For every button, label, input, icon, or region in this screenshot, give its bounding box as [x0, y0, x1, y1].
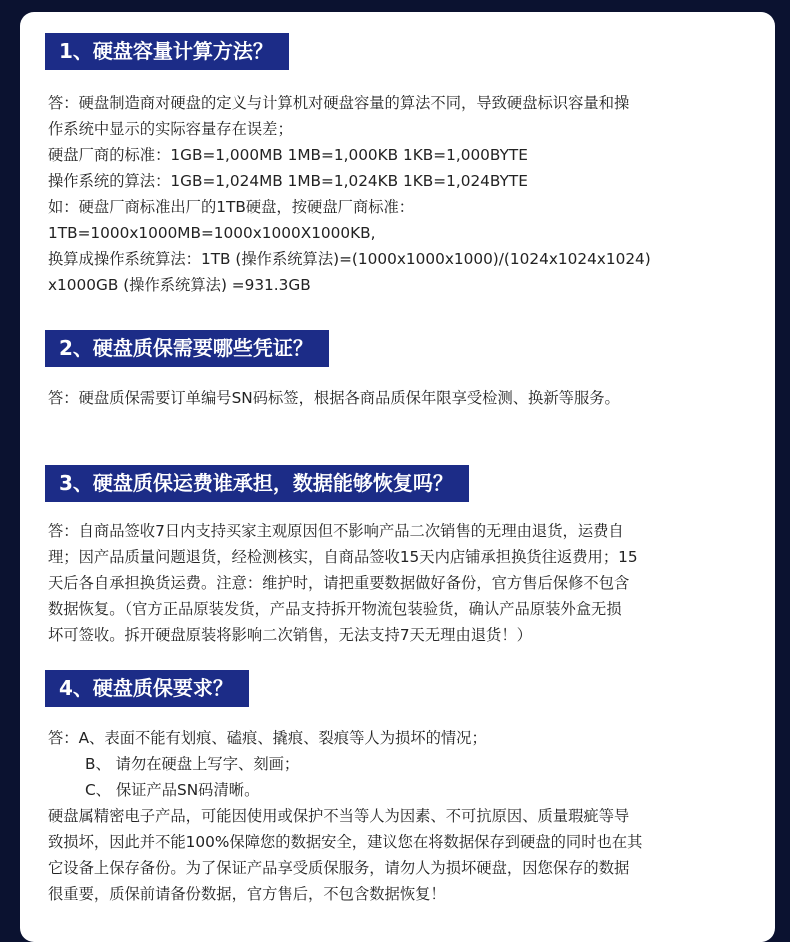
answer-line: x1000GB (操作系统算法) =931.3GB	[48, 276, 311, 294]
section-2-heading: 2、硬盘质保需要哪些凭证？	[45, 330, 329, 367]
section-4-answer	[48, 725, 770, 907]
answer-line: 很重要，质保前请备份数据，官方售后，不包含数据恢复！	[48, 885, 446, 903]
answer-line: B、 请勿在硬盘上写字、刻画；	[85, 755, 300, 773]
section-1-heading: 1、硬盘容量计算方法？	[45, 33, 289, 70]
section-1-answer	[48, 90, 770, 298]
answer-line: 答：A、表面不能有划痕、磕痕、撬痕、裂痕等人为损坏的情况；	[48, 729, 487, 747]
answer-line: 硬盘属精密电子产品，可能因使用或保护不当等人为因素、不可抗原因、质量瑕疵等导	[48, 807, 630, 825]
section-3-heading: 3、硬盘质保运费谁承担，数据能够恢复吗？	[45, 465, 469, 502]
answer-line: 它设备上保存备份。为了保证产品享受质保服务，请勿人为损坏硬盘，因您保存的数据	[48, 859, 630, 877]
answer-line: 天后各自承担换货运费。注意：维护时，请把重要数据做好备份，官方售后保修不包含	[48, 574, 630, 592]
section-4-heading: 4、硬盘质保要求？	[45, 670, 249, 707]
answer-line: 操作系统的算法：1GB=1,024MB 1MB=1,024KB 1KB=1,024BYTE	[48, 172, 528, 190]
answer-line: 换算成操作系统算法：1TB (操作系统算法)=(1000x1000x1000)/(1024x1024x1024)	[48, 250, 651, 268]
answer-line: 坏可签收。拆开硬盘原装将影响二次销售，无法支持7天无理由退货！）	[48, 626, 532, 644]
answer-line: 硬盘厂商的标准：1GB=1,000MB 1MB=1,000KB 1KB=1,000BYTE	[48, 146, 528, 164]
answer-line: 作系统中显示的实际容量存在误差；	[48, 120, 293, 138]
answer-line: 致损坏，因此并不能100%保障您的数据安全，建议您在将数据保存到硬盘的同时也在其	[48, 833, 643, 851]
section-3-answer	[48, 518, 770, 648]
answer-line: 答：硬盘制造商对硬盘的定义与计算机对硬盘容量的算法不同，导致硬盘标识容量和操	[48, 94, 630, 112]
answer-line: 理；因产品质量问题退货，经检测核实，自商品签收15天内店铺承担换货往返费用；15	[48, 548, 638, 566]
answer-line: 数据恢复。（官方正品原装发货，产品支持拆开物流包装验货，确认产品原装外盒无损	[48, 600, 622, 618]
answer-line: 答：硬盘质保需要订单编号SN码标签，根据各商品质保年限享受检测、换新等服务。	[48, 389, 620, 407]
answer-line: 答：自商品签收7日内支持买家主观原因但不影响产品二次销售的无理由退货，运费自	[48, 522, 624, 540]
section-2-answer	[48, 385, 770, 411]
answer-line: C、 保证产品SN码清晰。	[85, 781, 260, 799]
answer-line: 1TB=1000x1000MB=1000x1000X1000KB,	[48, 224, 376, 242]
answer-line: 如：硬盘厂商标准出厂的1TB硬盘，按硬盘厂商标准：	[48, 198, 415, 216]
